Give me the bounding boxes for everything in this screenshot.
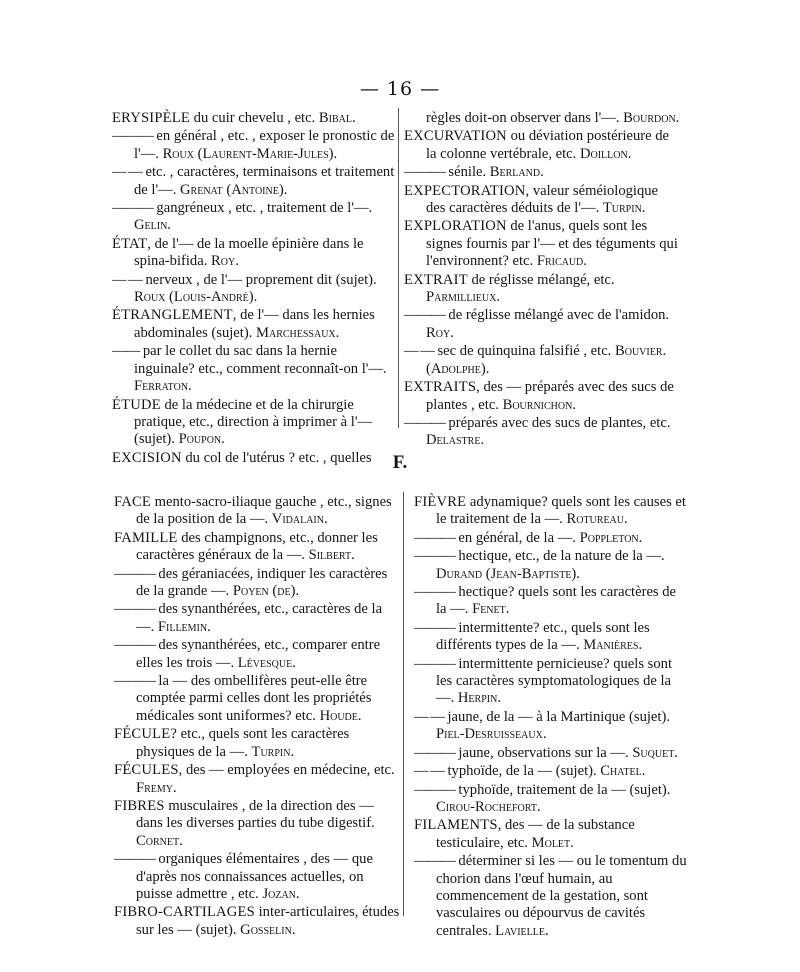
entry-author: Gosselin. [240,921,296,938]
entry-text: de la médecine et de la chirurgie pratique, etc., direction à imprimer à l'—(sujet). [134,396,373,448]
index-entry [112,272,398,307]
entry-heading: FILAMENTS [414,817,498,834]
entry-text: musculaires , de la direction des — dans les diverses parties du tube digestif. [136,797,375,832]
entry-heading: FIÈVRE [414,494,467,510]
index-column-top-left [112,110,398,468]
entry-text: de réglisse mélangé avec de l'amidon. [444,307,670,324]
entry-heading: ——— [404,307,445,324]
index-column-top-right [404,110,680,451]
index-entry [114,798,400,850]
entry-text: règles doit-on observer dans l'—. [426,110,624,126]
entry-heading: FIBRES [114,797,165,814]
entry-text: nerveux , de l'— proprement dit (sujet). [141,271,377,288]
entry-text: jaune, observations sur la —. [454,744,633,761]
index-entry [114,601,400,636]
entry-author: Lavielle. [495,922,549,939]
index-entry [114,762,400,797]
entry-heading: ——— [404,414,445,431]
entry-heading: FIBRO-CARTILAGES [114,904,255,921]
entry-heading: —— [112,343,140,360]
entry-text: , valeur séméiologique des caractères déduits de l'—. [426,182,659,217]
index-entry [404,128,680,163]
index-entry [114,726,400,761]
entry-text: intermittente? etc., quels sont les différents types de la —. [436,619,650,654]
entry-author: Grenat (Antoine). [180,181,288,198]
entry-text: sénile. [444,164,490,181]
entry-author: Bouvier. (Adolphe). [426,343,667,377]
index-column-bottom-right [414,494,688,941]
entry-text: la — des ombellifères peut-elle être comptée parmi celles dont les propriétés médicales sont uniformes? etc. [136,673,372,724]
entry-text: mento-sacro-iliaque gauche , etc., signes de la position de la —. [136,494,392,528]
entry-author: Rotureau. [566,511,628,528]
entry-text: organiques élémentaires , des — que d'après nos connaissances actuelles, on puisse admettre , etc. [136,851,373,902]
entry-heading: ERYSIPÈLE [112,110,191,126]
entry-text: hectique, etc., de la nature de la —. [454,548,665,565]
entry-heading: ÉTRANGLEMENT [112,307,233,324]
index-entry [414,620,688,655]
index-entry [404,415,680,450]
entry-text: des champignons, etc., donner les caractères généraux de la —. [136,529,378,564]
entry-author: Parmillieux. [426,289,500,306]
entry-heading: ——— [414,529,455,546]
entry-author: Molet. [531,834,574,851]
entry-author: Roy. [211,253,239,270]
entry-heading: ——— [112,128,153,145]
entry-author: Durand (Jean-Baptiste). [436,565,580,582]
entry-heading: ——— [414,853,455,870]
entry-text: de l'anus, quels sont les signes fournis par l'— et des téguments qui l'environnent? etc. [426,218,678,270]
index-entry [414,494,688,529]
index-entry [114,904,400,939]
entry-heading: ——— [114,601,155,618]
entry-author: Bibal. [318,110,356,126]
index-entry [414,853,688,940]
index-entry [414,656,688,708]
entry-author: Marchessaux. [256,324,340,341]
index-entry [112,110,398,127]
index-entry [114,637,400,672]
entry-author: Ferraton. [134,378,192,395]
entry-author: Gelin. [134,217,171,234]
entry-heading: EXCISION [112,449,182,466]
index-entry [112,236,398,271]
entry-heading: ÉTAT [112,235,148,252]
entry-text: , des — employées en médecine, etc. [178,762,395,779]
entry-heading: — — [414,708,444,725]
entry-heading: EXCURVATION [404,128,507,145]
entry-heading: — — [112,271,142,288]
index-entry [114,851,400,903]
entry-text: adynamique? quels sont les causes et le traitement de la —. [436,494,686,528]
entry-heading: ——— [114,565,155,582]
section-letter: F. [392,452,408,473]
entry-author: Fricaud. [536,253,587,270]
entry-heading: ——— [414,744,455,761]
index-entry [404,110,680,127]
entry-author: Silbert. [308,547,355,564]
page-number: — 16 — [359,78,441,100]
entry-author: Piel-Desruisseaux. [436,726,547,743]
entry-author: Poyen (de). [232,583,300,600]
entry-heading: ——— [414,548,455,565]
index-entry [414,817,688,852]
index-entry [414,548,688,583]
entry-heading: EXPECTORATION [404,182,526,199]
entry-heading: ——— [114,637,155,654]
entry-author: Fremy. [136,779,177,796]
entry-text: gangréneux , etc. , traitement de l'—. [152,200,373,217]
entry-text: des synanthérées, etc., caractères de la —. [136,601,383,635]
entry-text: des géraniacées, indiquer les caractères de la grande —. [136,565,388,600]
entry-author: Lévesque. [237,654,296,671]
entry-text: du cuir chevelu , etc. [190,110,319,126]
entry-author: Houde. [319,707,362,724]
entry-text: par le collet du sac dans la hernie inguinale? etc., comment reconnaît-on l'—. [134,343,387,377]
entry-text: déterminer si les — ou le tomentum du chorion dans l'œuf humain, au commencement de la gestation, sont vasculaires ou dépourvus de cavités centrales. [436,853,687,939]
entry-heading: ——— [114,673,155,690]
entry-text: hectique? quels sont les caractères de la —. [436,584,677,618]
index-entry [114,566,400,601]
entry-heading: — — [404,343,434,360]
index-entry [112,343,398,395]
index-entry [404,183,680,218]
entry-heading: ÉTUDE [112,396,161,413]
column-divider-top [398,108,399,428]
entry-heading: FÉCULE? [114,726,178,743]
entry-text: des synanthérées, etc., comparer entre elles les trois —. [136,637,381,671]
entry-author: Chatel. [600,763,646,780]
index-entry [112,200,398,235]
index-entry [112,397,398,449]
entry-heading: FAMILLE [114,529,178,546]
entry-author: Turpin. [602,200,646,217]
index-entry [404,379,680,414]
entry-heading: — — [112,164,142,181]
entry-heading: EXTRAITS [404,379,477,396]
entry-author: Cornet. [136,832,183,849]
index-entry [414,584,688,619]
entry-author: Berland. [489,164,544,181]
entry-text: de réglisse mélangé, etc. [467,271,615,288]
index-entry [414,709,688,744]
entry-text: inter-articulaires, études sur les — (sujet). [136,904,400,938]
index-entry [404,272,680,307]
index-entry [114,530,400,565]
entry-text: en général , etc. , exposer le pronostic de l'—. [134,128,395,162]
entry-text: , des — préparés avec des sucs de plantes , etc. [426,379,674,413]
entry-text: typhoïde, traitement de la — (sujet). [454,781,671,798]
entry-author: Roy. [426,324,454,341]
index-entry [414,763,688,780]
entry-heading: EXPLORATION [404,218,507,235]
entry-heading: ——— [414,655,455,672]
entry-heading: ——— [414,584,455,601]
entry-author: Poupon. [178,431,225,448]
entry-heading: ——— [404,164,445,181]
entry-author: Jozan. [262,885,300,902]
entry-text: en général, de la —. [454,529,580,546]
entry-text: , de l'— dans les hernies abdominales (sujet). [134,307,375,341]
entry-heading: ——— [414,619,455,636]
index-entry [404,343,680,378]
index-entry [114,494,400,529]
entry-author: Roux (Louis-André). [134,289,258,306]
entry-text: etc. , caractères, terminaisons et traitement de l'—. [134,164,395,198]
entry-author: Vidalain. [271,511,328,528]
index-entry [414,782,688,817]
index-entry [404,307,680,342]
entry-author: Suquet. [632,744,678,761]
index-entry [404,218,680,270]
column-divider-bottom [403,492,404,916]
entry-heading: FÉCULES [114,762,179,779]
entry-author: Doillon. [579,145,632,162]
entry-author: Poppleton. [579,529,643,546]
entry-heading: EXTRAIT [404,271,468,288]
entry-heading: ——— [114,851,155,868]
entry-author: Turpin. [251,743,295,760]
index-entry [112,128,398,163]
index-entry [112,307,398,342]
entry-text: etc., quels sont les caractères physiques de la —. [136,726,350,760]
index-entry [414,745,688,762]
index-entry [414,530,688,547]
index-entry [114,673,400,725]
index-entry [112,164,398,199]
entry-text: , de l'— de la moelle épinière dans le spina-bifida. [134,235,364,270]
entry-text: sec de quinquina falsifié , etc. [433,343,615,360]
entry-text: préparés avec des sucs de plantes, etc. [444,414,671,431]
entry-author: Herpin. [457,690,501,707]
index-column-bottom-left [114,494,400,940]
entry-author: Fillemin. [157,618,211,635]
entry-author: Fenet. [472,601,510,618]
entry-text: typhoïde, de la — (sujet). [443,763,601,780]
entry-author: Cirou-Rochefort. [436,798,541,815]
entry-heading: ——— [414,781,455,798]
entry-author: Roux (Laurent-Marie-Jules). [162,145,338,162]
entry-author: Manières. [583,637,643,654]
entry-text: ou déviation postérieure de la colonne vertébrale, etc. [426,128,670,162]
entry-heading: — — [414,763,444,780]
entry-text: du col de l'utérus ? etc. , quelles [181,449,372,466]
index-entry [404,164,680,181]
entry-author: Bournichon. [502,396,576,413]
entry-author: Bourdon. [623,110,680,126]
entry-text: , des — de la substance testiculaire, etc. [436,817,635,851]
entry-heading: FACE [114,494,152,510]
entry-author: Delastre. [426,432,485,449]
entry-text: jaune, de la — à la Martinique (sujet). [443,708,670,725]
entry-heading: ——— [112,200,153,217]
entry-text: intermittente pernicieuse? quels sont les caractères symptomatologiques de la —. [436,655,672,707]
